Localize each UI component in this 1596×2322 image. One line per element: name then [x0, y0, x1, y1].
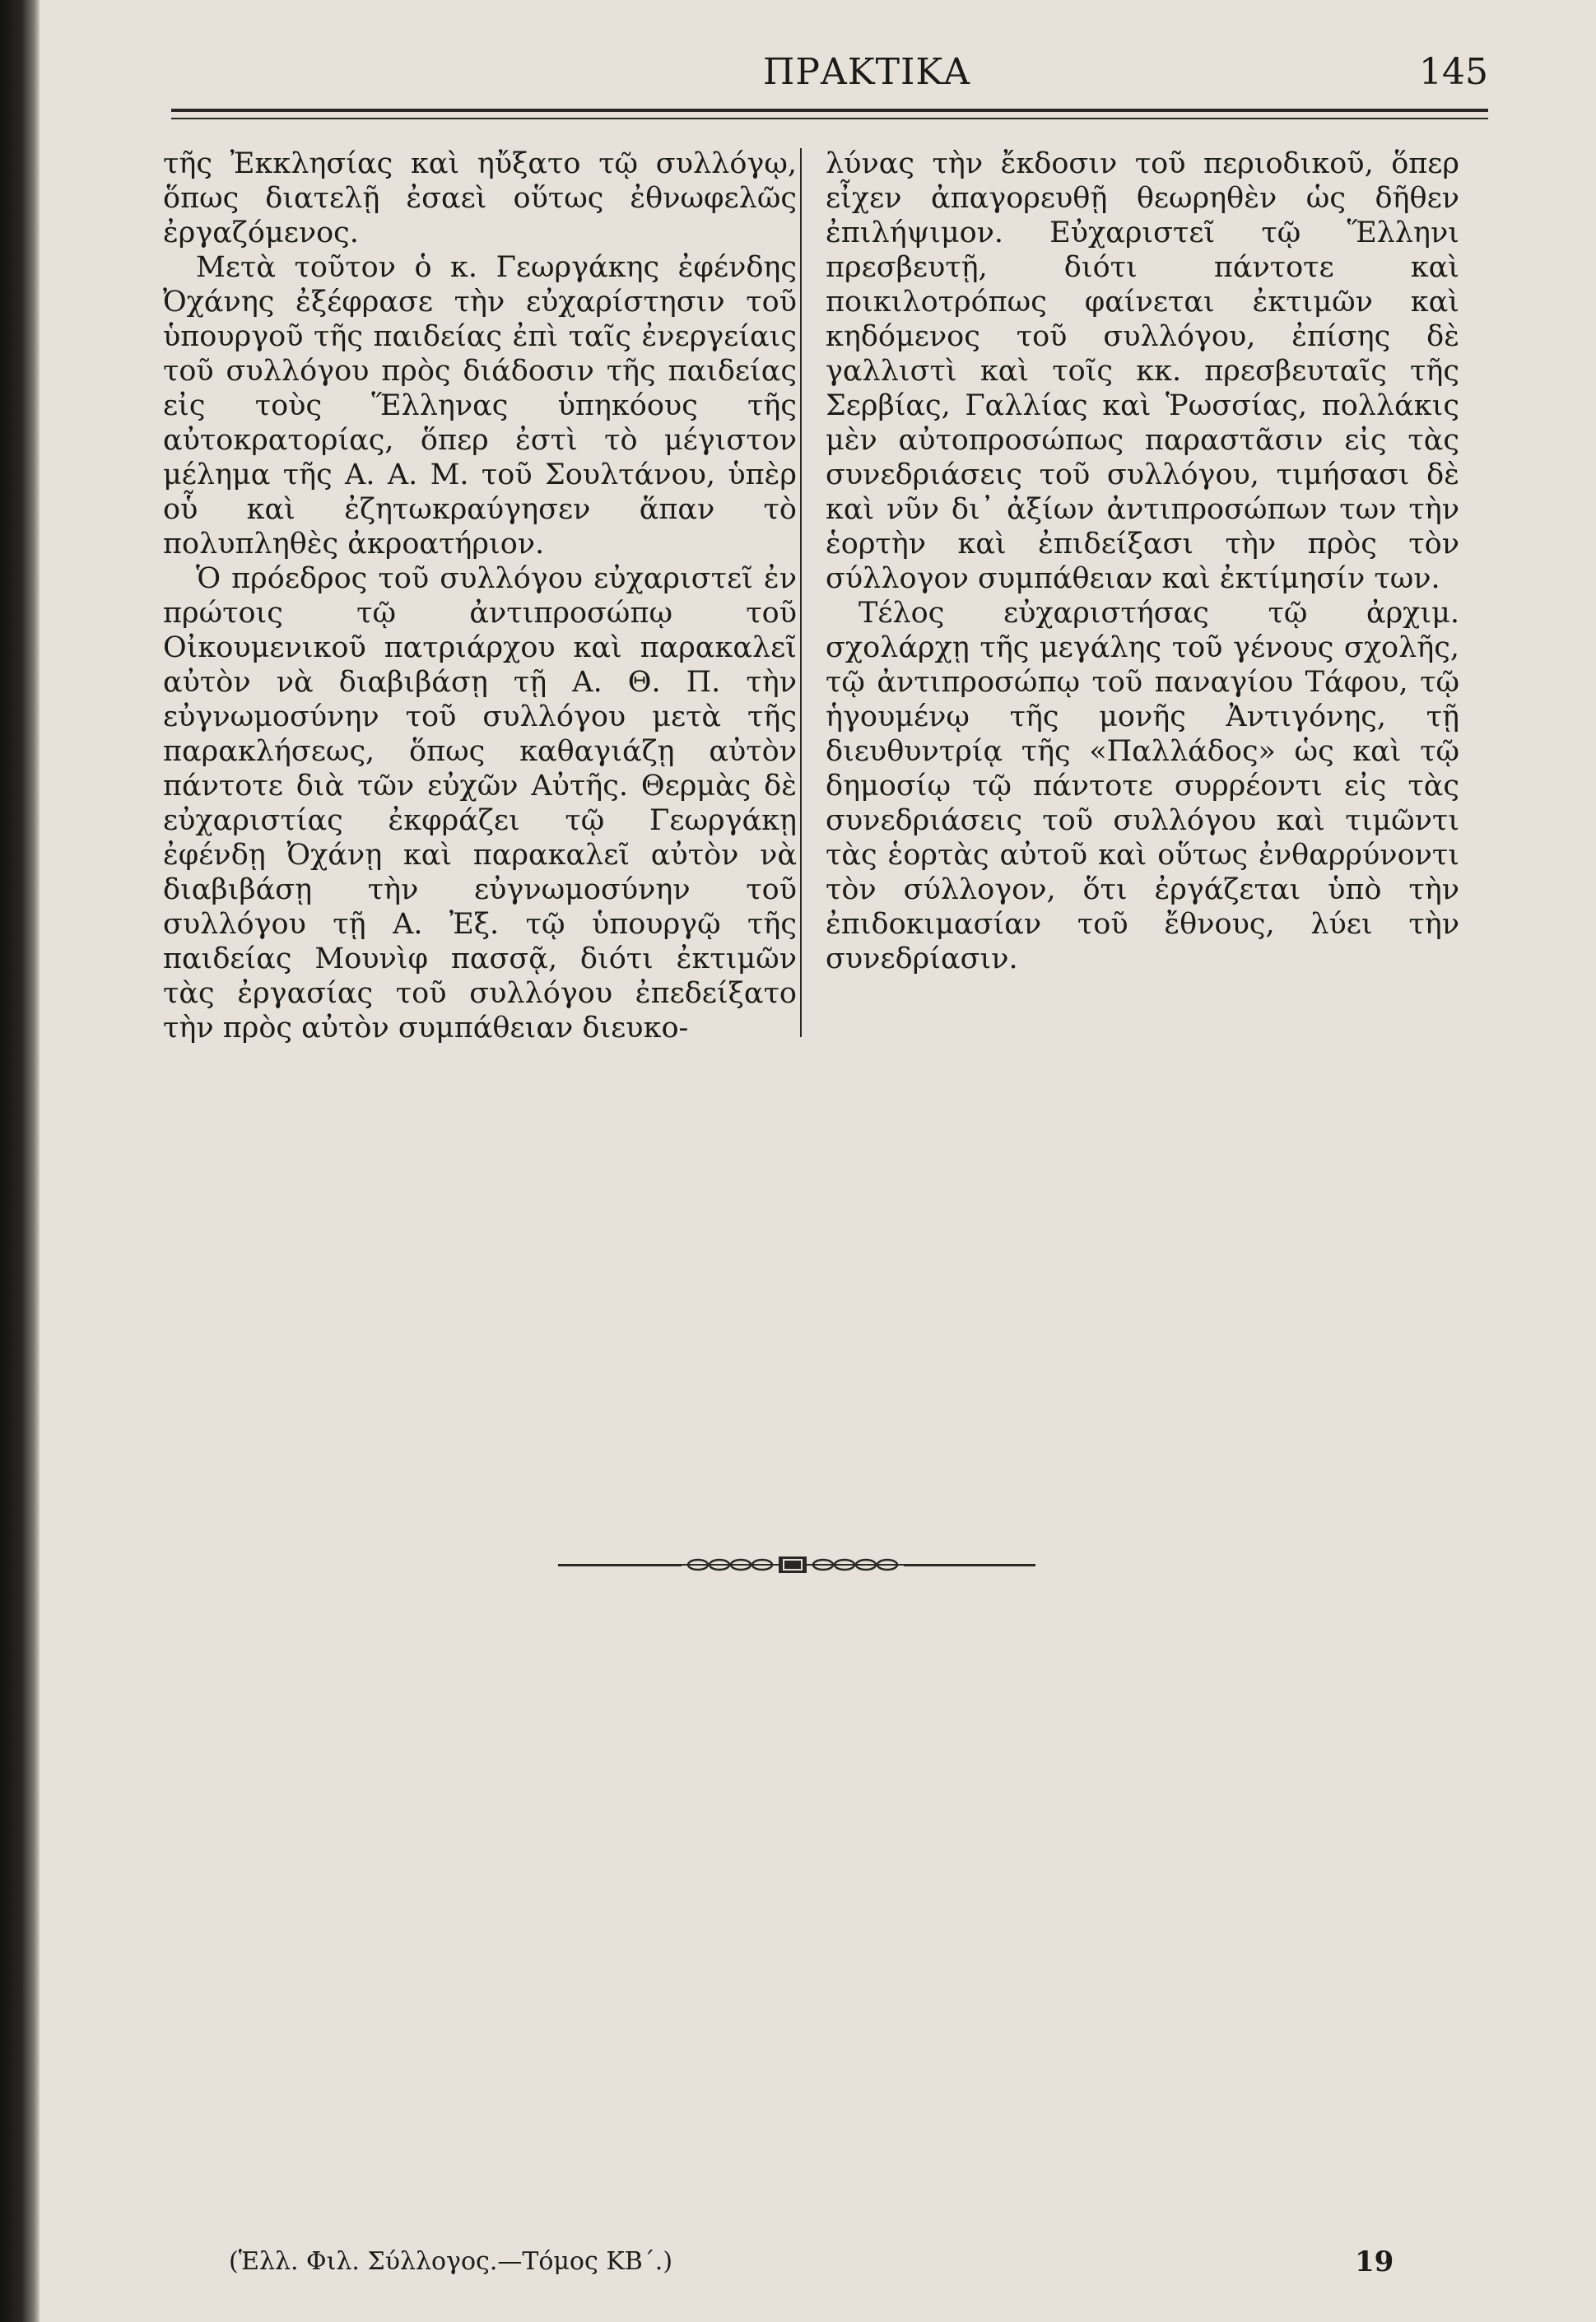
paragraph: λύνας τὴν ἔκδοσιν τοῦ περιοδικοῦ, ὅπερ εἶχεν ἀπαγορευθῇ θεωρηθὲν ὡς δῆθεν ἐπιλήψιμον. Εὐχαριστεῖ τῷ Ἕλληνι πρεσβευτῇ, διότι πάντοτε καὶ ποικιλοτρόπως φαίνεται ἐκτιμῶν καὶ κηδόμενος τοῦ συλλόγου, ἐπίσης δὲ γαλλιστὶ καὶ τοῖς κκ. πρεσβευταῖς τῆς Σερβίας, Γαλλίας καὶ Ῥωσσίας, πολλάκις μὲν αὐτοπροσώπως παραστᾶσιν εἰς τὰς συνεδριάσεις τοῦ συλλόγου, τιμήσασι δὲ καὶ νῦν δι᾿ ἀξίων ἀντιπροσώπων των τὴν ἑορτὴν καὶ ἐπιδείξασι τὴν πρὸς τὸν σύλλογον συμπάθειαν καὶ ἐκτίμησίν των.: [826, 147, 1459, 595]
book-page: [40, 0, 1596, 2322]
header-rule-thin: [171, 118, 1488, 119]
ornament-line-left: [558, 1564, 682, 1566]
ornament-line-right: [904, 1564, 1035, 1566]
right-column: [826, 147, 1459, 976]
section-ornament: [558, 1552, 1035, 1577]
header-rule-thick: [171, 109, 1488, 112]
column-divider: [800, 148, 802, 1037]
paragraph: τῆς Ἐκκλησίας καὶ ηὔξατο τῷ συλλόγῳ, ὅπως διατελῇ ἐσαεὶ οὕτως ἐθνωφελῶς ἐργαζόμενος.: [163, 147, 797, 249]
left-column: [163, 147, 797, 1045]
paragraph: Ὁ πρόεδρος τοῦ συλλόγου εὐχαριστεῖ ἐν πρώτοις τῷ ἀντιπροσώπῳ τοῦ Οἰκουμενικοῦ πατριάρχου καὶ παρακαλεῖ αὐτὸν νὰ διαβιβάσῃ τῇ Α. Θ. Π. τὴν εὐγνωμοσύνην τοῦ συλλόγου μετὰ τῆς παρακλήσεως, ὅπως καθαγιάζῃ αὐτὸν πάντοτε διὰ τῶν εὐχῶν Αὐτῆς. Θερμὰς δὲ εὐχαριστίας ἐκφράζει τῷ Γεωργάκῃ ἐφένδῃ Ὀχάνῃ καὶ παρακαλεῖ αὐτὸν νὰ διαβιβάσῃ τὴν εὐγνωμοσύνην τοῦ συλλόγου τῇ Α. Ἐξ. τῷ ὑπουργῷ τῆς παιδείας Μουνὶφ πασσᾷ, διότι ἐκτιμῶν τὰς ἐργασίας τοῦ συλλόγου ἐπεδείξατο τὴν πρὸς αὐτὸν συμπάθειαν διευκο-: [163, 562, 797, 1045]
paragraph: Μετὰ τοῦτον ὁ κ. Γεωργάκης ἐφένδης Ὀχάνης ἐξέφρασε τὴν εὐχαρίστησιν τοῦ ὑπουργοῦ τῆς παιδείας ἐπὶ ταῖς ἐνεργείαις τοῦ συλλόγου πρὸς διάδοσιν τῆς παιδείας εἰς τοὺς Ἕλληνας ὑπηκόους τῆς αὐτοκρατορίας, ὅπερ ἐστὶ τὸ μέγιστον μέλημα τῆς Α. Α. Μ. τοῦ Σουλτάνου, ὑπὲρ οὗ καὶ ἐζητωκραύγησεν ἅπαν τὸ πολυπληθὲς ἀκροατήριον.: [163, 251, 797, 561]
ornament-chain-icon: [682, 1552, 904, 1577]
running-head: [171, 51, 1488, 100]
paragraph: Τέλος εὐχαριστήσας τῷ ἀρχιμ. σχολάρχῃ τῆς μεγάλης τοῦ γένους σχολῆς, τῷ ἀντιπροσώπῳ τοῦ παναγίου Τάφου, τῷ ἡγουμένῳ τῆς μονῆς Ἀντιγόνης, τῇ διευθυντρίᾳ τῆς «Παλλάδος» ὡς καὶ τῷ δημοσίῳ τῷ πάντοτε συρρέοντι εἰς τὰς συνεδριάσεις τοῦ συλλόγου καὶ τιμῶντι τὰς ἑορτὰς αὐτοῦ καὶ οὕτως ἐνθαρρύνοντι τὸν σύλλογον, ὅτι ἐργάζεται ὑπὸ τὴν ἐπιδοκιμασίαν τοῦ ἔθνους, λύει τὴν συνεδρίασιν.: [826, 597, 1459, 975]
page-title: ΠΡΑΚΤΙΚΑ: [763, 51, 970, 93]
signature-mark: 19: [1355, 2245, 1394, 2278]
book-binding-shadow: [0, 0, 40, 2322]
footer-note: (Ἑλλ. Φιλ. Σύλλογος.—Τόμος ΚΒ΄.): [229, 2247, 673, 2276]
page-number: 145: [1419, 51, 1488, 93]
